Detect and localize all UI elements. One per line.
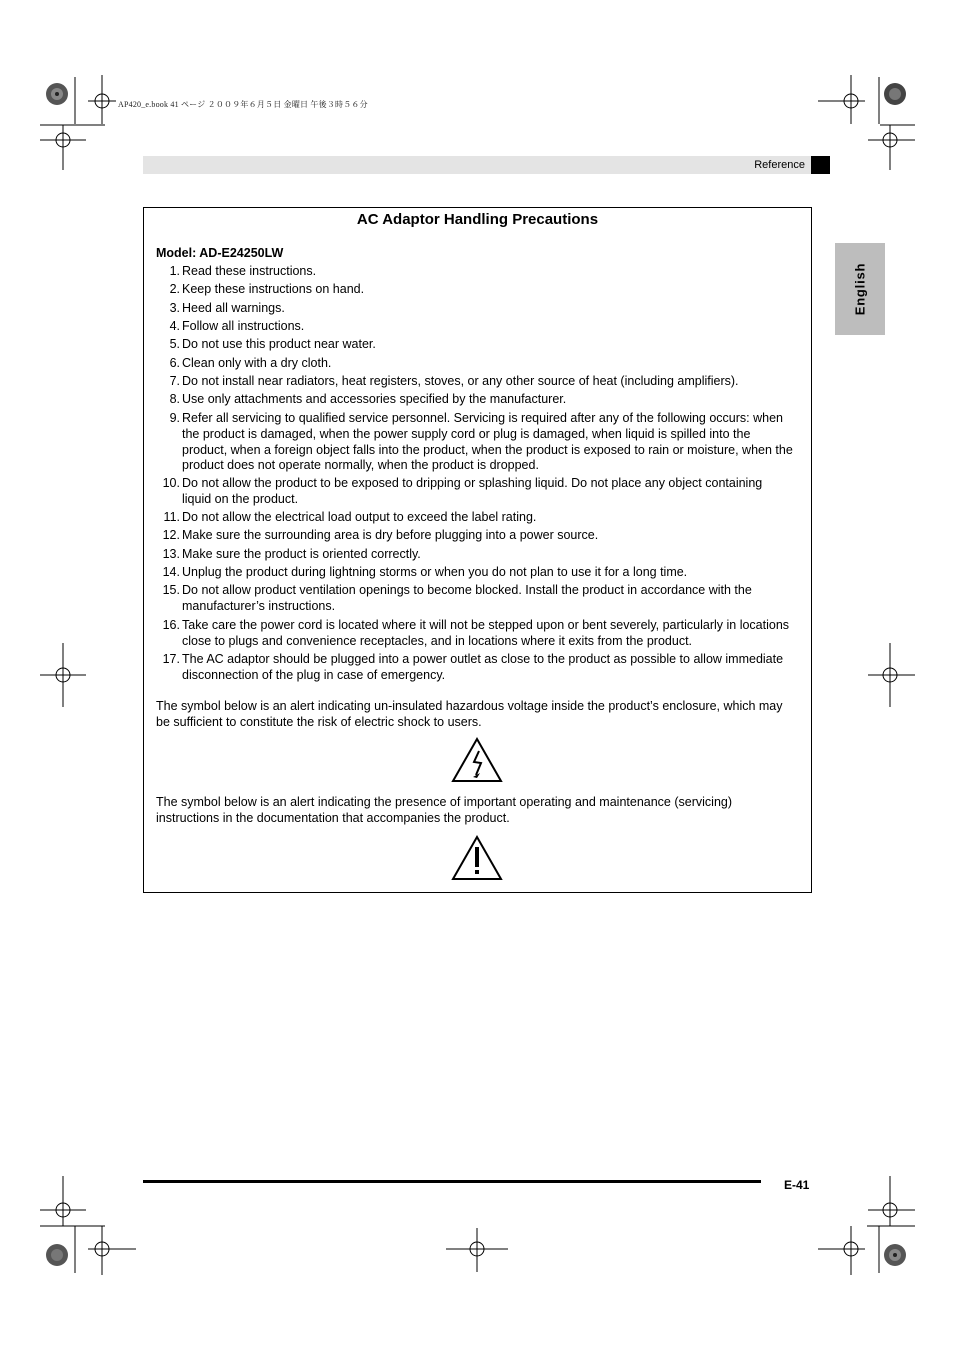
- model-label: Model: AD-E24250LW: [156, 246, 284, 260]
- print-info: AP420_e.book 41 ページ ２００９年６月５日 金曜日 午後３時５６分: [118, 100, 368, 109]
- item-text: Do not allow the electrical load output to exceed the label rating.: [182, 510, 537, 524]
- item-text: Do not allow product ventilation openings to become blocked. Install the product in accordance with the manufacturer’s instructions.: [182, 583, 752, 613]
- language-label: English: [852, 262, 868, 316]
- item-number: 8.: [169, 392, 180, 406]
- section-header-bar: [143, 156, 830, 174]
- item-text: Read these instructions.: [182, 264, 317, 278]
- item-text: Make sure the surrounding area is dry before plugging into a power source.: [182, 528, 599, 542]
- item-number: 16.: [162, 618, 180, 632]
- item-number: 9.: [169, 411, 180, 425]
- caution-exclamation-icon: [451, 835, 503, 881]
- section-label: Reference: [754, 159, 805, 171]
- item-text: Do not allow the product to be exposed to dripping or splashing liquid. Do not place any object containing liquid on the product.: [182, 476, 763, 506]
- section-marker: [811, 156, 830, 174]
- box-title: AC Adaptor Handling Precautions: [356, 211, 599, 228]
- item-number: 7.: [169, 374, 180, 388]
- item-text: Do not use this product near water.: [182, 337, 376, 351]
- item-text: Do not install near radiators, heat registers, stoves, or any other source of heat (including amplifiers).: [182, 374, 739, 388]
- item-text: Make sure the product is oriented correctly.: [182, 547, 421, 561]
- instructions-note: The symbol below is an alert indicating the presence of important operating and maintenance (servicing) instructions in the documentation that accompanies the product.: [156, 795, 733, 825]
- item-text: Use only attachments and accessories specified by the manufacturer.: [182, 392, 567, 406]
- item-number: 10.: [162, 476, 180, 490]
- item-number: 2.: [169, 282, 180, 296]
- item-number: 12.: [162, 528, 180, 542]
- item-text: Clean only with a dry cloth.: [182, 356, 332, 370]
- item-number: 6.: [169, 356, 180, 370]
- item-number: 11.: [163, 510, 180, 524]
- language-tab: [835, 243, 885, 335]
- item-text: Follow all instructions.: [182, 319, 305, 333]
- item-text: Take care the power cord is located where it will not be stepped upon or bent severely, particularly in locations close to plugs and convenience receptacles, and in locations where it exits from the product.: [182, 618, 790, 648]
- item-number: 4.: [169, 319, 180, 333]
- item-text: The AC adaptor should be plugged into a power outlet as close to the product as possible to allow immediate disconnection of the plug in case of emergency.: [182, 652, 784, 682]
- item-number: 5.: [169, 337, 180, 351]
- item-number: 17.: [162, 652, 180, 666]
- item-number: 15.: [162, 583, 180, 597]
- item-text: Heed all warnings.: [182, 301, 285, 315]
- item-text: Keep these instructions on hand.: [182, 282, 365, 296]
- item-text: Refer all servicing to qualified service personnel. Servicing is required after any of the following occurs: when the product is damaged, when the power supply cord or plug is damaged, when liquid is spilled into the product, when a foreign object falls into the product, when the product is exposed to rain or moisture, when the product does not operate normally, when the product is dropped.: [182, 411, 793, 473]
- precautions-box: [143, 207, 812, 893]
- electric-shock-warning-icon: [451, 737, 503, 783]
- item-number: 14.: [162, 565, 180, 579]
- voltage-note: The symbol below is an alert indicating un-insulated hazardous voltage inside the product’s enclosure, which may be sufficient to constitute the risk of electric shock to users.: [156, 699, 783, 729]
- item-number: 3.: [169, 301, 180, 315]
- footer-rule: [143, 1180, 761, 1183]
- item-number: 1.: [169, 264, 180, 278]
- page-number: E-41: [784, 1178, 810, 1192]
- item-number: 13.: [162, 547, 180, 561]
- item-text: Unplug the product during lightning storms or when you do not plan to use it for a long time.: [182, 565, 688, 579]
